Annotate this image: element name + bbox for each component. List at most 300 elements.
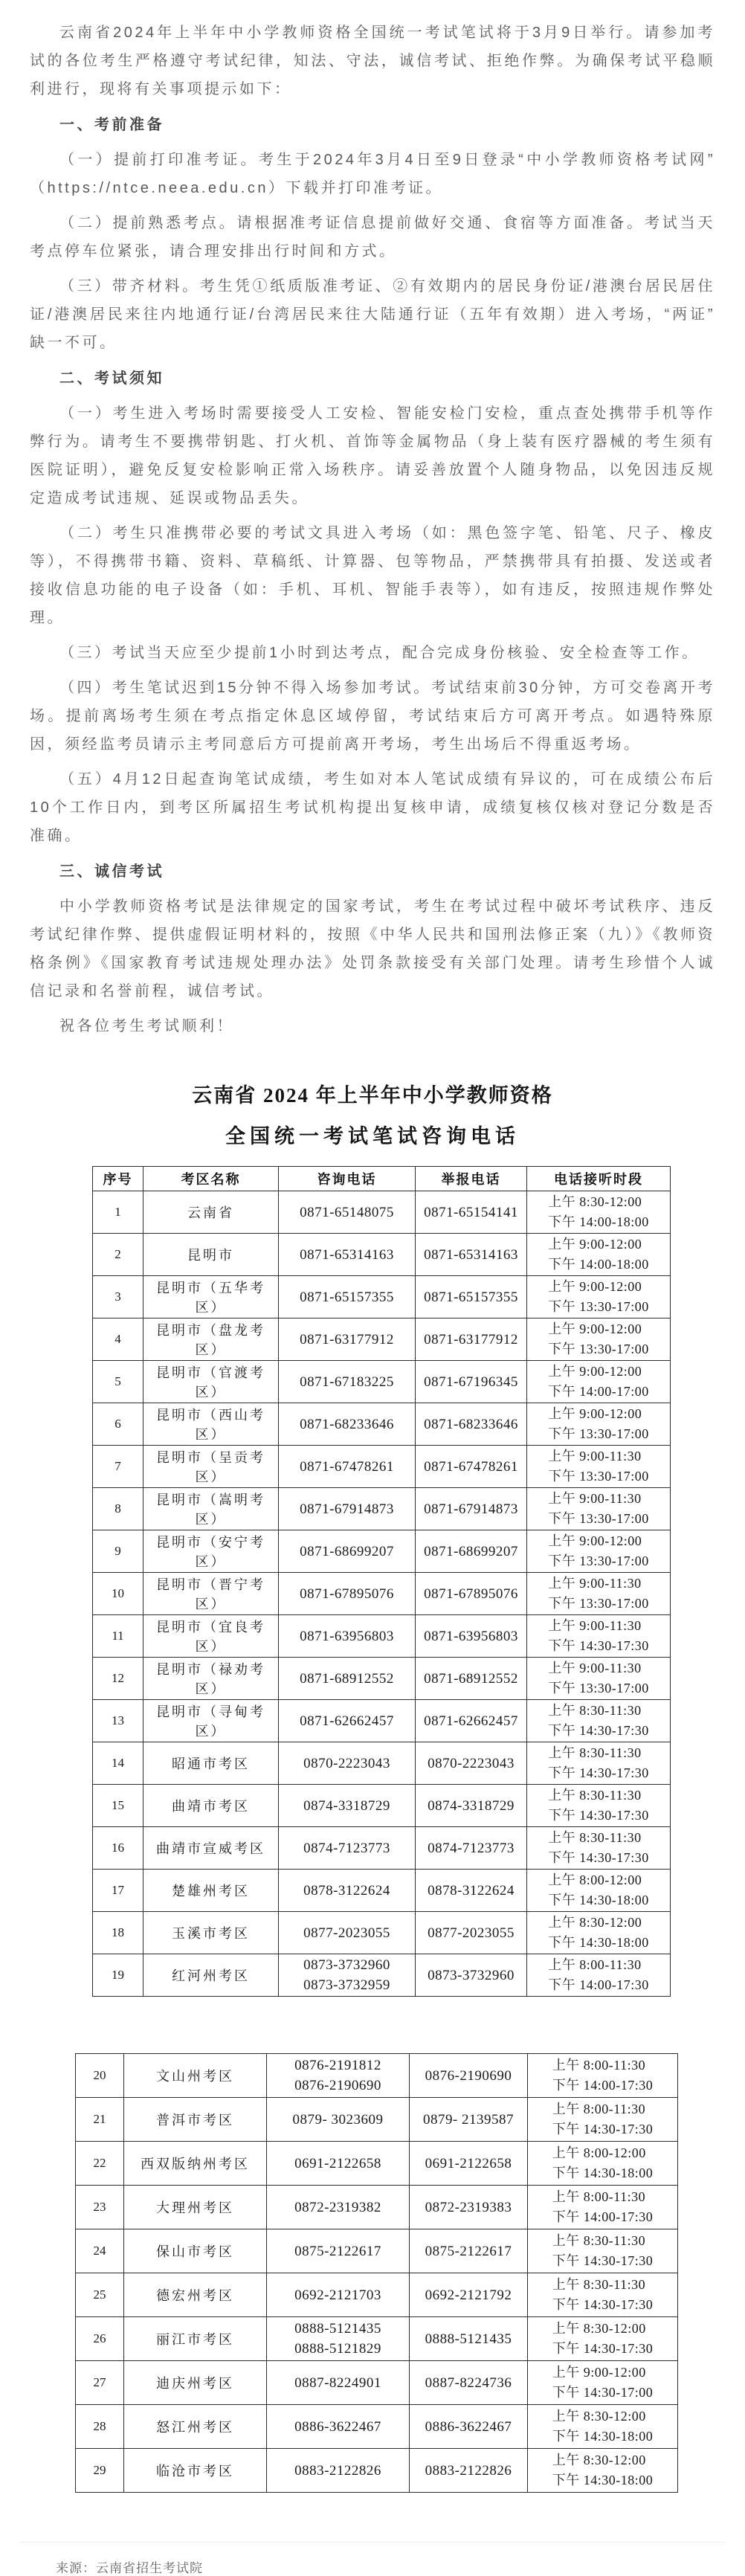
cell-index: 27 (76, 2361, 124, 2405)
table-row (76, 2229, 678, 2273)
phone-number: 0888-5121435 (425, 2331, 512, 2347)
paragraph-2-5: （五）4月12日起查询笔试成绩，考生如对本人笔试成绩有异议的，可在成绩公布后10个工作日内，到考区所属招生考试机构提出复核申请，成绩复核仅核对登记分数是否准确。 (30, 771, 715, 844)
cell-index: 23 (76, 2186, 124, 2229)
cell-answer-hours (527, 1530, 671, 1573)
hours-line: 上午 8:30-12:00 (548, 1194, 642, 1209)
cell-report-phone (410, 2449, 528, 2493)
hours-line: 上午 9:00-12:00 (548, 1279, 642, 1294)
hours-line: 下午 14:30-18:00 (552, 2429, 654, 2444)
phone-number: 0876-2190690 (294, 2078, 381, 2093)
section-heading-2: 二、考试须知 (59, 370, 164, 387)
phone-number: 0888-5121829 (294, 2341, 381, 2357)
cell-answer-hours (528, 2273, 678, 2317)
phone-number: 0870-2223043 (428, 1755, 515, 1771)
phone-number: 0873-3732959 (303, 1977, 390, 1993)
cell-report-phone (416, 1573, 527, 1615)
cell-report-phone (416, 1742, 527, 1785)
hours-lines (548, 1192, 649, 1232)
cell-consult-phone (267, 2273, 410, 2317)
hours-lines (548, 1658, 649, 1698)
phone-number: 0887-8224901 (294, 2374, 381, 2391)
table-row (93, 1742, 671, 1785)
phone-number: 0878-3122624 (428, 1882, 515, 1899)
cell-consult-phone (279, 1742, 416, 1785)
cell-index: 26 (76, 2317, 124, 2361)
hours-line: 上午 8:30-11:30 (552, 2233, 646, 2248)
phone-number: 0871-65314163 (300, 1246, 394, 1263)
table-row (93, 1276, 671, 1318)
cell-answer-hours (527, 1446, 671, 1488)
hours-line: 下午 14:30-18:00 (552, 2473, 654, 2488)
hours-lines (548, 1870, 649, 1910)
phone-number: 0870-2223043 (303, 1755, 390, 1771)
cell-consult-phone (267, 2186, 410, 2229)
cell-index: 24 (76, 2229, 124, 2273)
intro-paragraph: 云南省2024年上半年中小学教师资格全国统一考试笔试将于3月9日举行。请参加考试的各位考生严格遵守考试纪律，知法、守法，诚信考试、拒绝作弊。为确保考试平稳顺利进行，现将有关事项提示如下： (30, 25, 715, 97)
paragraph-2-1: （一）考生进入考场时需要接受人工安检、智能安检门安检，重点查处携带手机等作弊行为。请考生不要携带钥匙、打火机、首饰等金属物品（身上装有医疗器械的考生须有医院证明），避免反复安检影响正常入场秩序。请妥善放置个人随身物品，以免因违反规定造成考试违规、延误或物品丢失。 (30, 405, 715, 506)
hours-line: 下午 14:00-17:30 (552, 2078, 654, 2093)
table-row (76, 2361, 678, 2405)
hours-line: 上午 8:30-12:00 (552, 2453, 646, 2467)
cell-index: 11 (93, 1615, 143, 1658)
cell-answer-hours (527, 1785, 671, 1827)
hours-line: 下午 14:30-17:30 (548, 1638, 649, 1653)
cell-answer-hours (528, 2317, 678, 2361)
hours-lines (552, 2143, 654, 2183)
hours-lines (548, 1743, 649, 1783)
hours-lines (548, 1234, 649, 1275)
cell-index: 22 (76, 2142, 124, 2186)
cell-consult-phone (279, 1530, 416, 1573)
cell-report-phone (416, 1488, 527, 1530)
table-row (93, 1615, 671, 1658)
cell-answer-hours (528, 2054, 678, 2098)
paragraph-2-4: （四）考生笔试迟到15分钟不得入场参加考试。考试结束前30分钟，方可交卷离开考场。提前离场考生须在考点指定休息区域停留，考试结束后方可离开考点。如遇特殊原因，须经监考员请示主考同意后方可提前离开考场，考生出场后不得重返考场。 (30, 680, 715, 753)
cell-region-name: 保山市考区 (124, 2229, 267, 2273)
cell-region-name: 昆明市（盘龙考区） (143, 1318, 279, 1361)
hours-lines (552, 2231, 654, 2271)
cell-report-phone (416, 1700, 527, 1742)
hours-line: 上午 8:00-12:00 (552, 2145, 646, 2160)
phone-number: 0871-65148075 (300, 1204, 394, 1220)
cell-index: 2 (93, 1234, 143, 1276)
cell-consult-phone (279, 1361, 416, 1403)
cell-region-name: 西双版纳州考区 (124, 2142, 267, 2186)
cell-consult-phone (267, 2317, 410, 2361)
phone-number: 0883-2122826 (425, 2462, 512, 2479)
hours-lines (548, 1828, 649, 1868)
cell-region-name: 大理州考区 (124, 2186, 267, 2229)
cell-report-phone (416, 1530, 527, 1573)
cell-region-name: 普洱市考区 (124, 2098, 267, 2142)
cell-index: 6 (93, 1403, 143, 1446)
phone-number: 0876-2190690 (425, 2067, 512, 2084)
cell-region-name: 玉溪市考区 (143, 1912, 279, 1954)
cell-answer-hours (527, 1276, 671, 1318)
cell-consult-phone (279, 1615, 416, 1658)
hours-lines (552, 2275, 654, 2315)
cell-report-phone (410, 2054, 528, 2098)
cell-index: 15 (93, 1785, 143, 1827)
hours-line: 上午 9:00-12:00 (548, 1321, 642, 1336)
hours-line: 上午 8:30-11:30 (552, 2277, 646, 2292)
hours-line: 上午 9:00-12:00 (548, 1406, 642, 1421)
cell-answer-hours (527, 1615, 671, 1658)
phone-number: 0874-3318729 (303, 1797, 390, 1814)
cell-report-phone (410, 2142, 528, 2186)
table-row (76, 2098, 678, 2142)
table-row (76, 2186, 678, 2229)
hours-line: 上午 9:00-12:00 (552, 2365, 646, 2380)
cell-answer-hours (527, 1403, 671, 1446)
phone-number: 0876-2191812 (294, 2058, 381, 2073)
footer-divider (19, 2542, 726, 2543)
hours-lines (552, 2450, 654, 2490)
cell-region-name: 文山州考区 (124, 2054, 267, 2098)
cell-consult-phone (267, 2054, 410, 2098)
phone-table-part1 (92, 1166, 671, 1997)
hours-lines (552, 2055, 654, 2096)
cell-consult-phone (279, 1446, 416, 1488)
cell-index: 3 (93, 1276, 143, 1318)
cell-answer-hours (527, 1954, 671, 1997)
table-row (76, 2317, 678, 2361)
cell-region-name: 曲靖市考区 (143, 1785, 279, 1827)
hours-line: 下午 14:30-17:30 (548, 1765, 649, 1780)
paragraph-1-1: （一）提前打印准考证。考生于2024年3月4日至9日登录“中小学教师资格考试网”（https://ntce.neea.edu.cn）下载并打印准考证。 (30, 152, 715, 196)
header-region: 考区名称 (143, 1167, 279, 1191)
section-heading-1: 一、考前准备 (59, 117, 164, 133)
hours-line: 下午 14:30-17:30 (552, 2341, 654, 2356)
phone-number: 0871-67914873 (300, 1501, 394, 1517)
cell-consult-phone (279, 1191, 416, 1234)
phone-number: 0871-67895076 (424, 1585, 518, 1602)
phone-number: 0691-2122658 (425, 2155, 512, 2171)
table-title-line1: 云南省 2024 年上半年中小学教师资格 (192, 1084, 553, 1107)
hours-line: 下午 14:30-18:00 (548, 1893, 649, 1907)
cell-index: 25 (76, 2273, 124, 2317)
cell-report-phone (416, 1658, 527, 1700)
hours-line: 上午 8:30-12:00 (552, 2321, 646, 2336)
table-row (93, 1318, 671, 1361)
table-row (93, 1785, 671, 1827)
closing-paragraph: 祝各位考生考试顺利！ (59, 1018, 234, 1034)
table-title (30, 1081, 715, 1151)
phone-number: 0871-68912552 (424, 1670, 518, 1687)
paragraph-1-3: （三）带齐材料。考生凭①纸质版准考证、②有效期内的居民身份证/港澳台居民居住证/港澳居民来往内地通行证/台湾居民来往大陆通行证（五年有效期）进入考场，“两证”缺一不可。 (30, 278, 715, 351)
phone-number: 0879- 2139587 (422, 2111, 515, 2128)
hours-line: 下午 14:30-18:00 (552, 2166, 654, 2180)
hours-lines (548, 1531, 649, 1571)
phone-number: 0871-67183225 (300, 1374, 394, 1390)
hours-line: 下午 14:00-17:00 (548, 1384, 649, 1399)
cell-answer-hours (528, 2405, 678, 2449)
hours-line: 上午 9:00-12:00 (548, 1237, 642, 1252)
hours-line: 下午 14:00-18:00 (548, 1257, 649, 1272)
table-row (76, 2142, 678, 2186)
hours-line: 上午 8:30-11:30 (548, 1703, 642, 1718)
table-row (93, 1191, 671, 1234)
phone-number: 0871-68699207 (424, 1543, 518, 1559)
cell-report-phone (416, 1912, 527, 1954)
phone-number: 0877-2023055 (303, 1925, 390, 1941)
cell-region-name: 临沧市考区 (124, 2449, 267, 2493)
cell-report-phone (416, 1403, 527, 1446)
table-row (76, 2449, 678, 2493)
paragraph-3-1: 中小学教师资格考试是法律规定的国家考试，考生在考试过程中破坏考试秩序、违反考试纪律作弊、提供虚假证明材料的，按照《中华人民共和国刑法修正案（九）》《教师资格条例》《国家教育考试违规处理办法》处罚条款接受有关部门处理。请考生珍惜个人诚信记录和名誉前程，诚信考试。 (30, 898, 715, 999)
cell-consult-phone (279, 1403, 416, 1446)
phone-number: 0873-3732960 (428, 1967, 515, 1983)
phone-number: 0875-2122617 (294, 2243, 381, 2259)
phone-number: 0872-2319382 (294, 2199, 381, 2215)
cell-region-name: 昆明市（西山考区） (143, 1403, 279, 1446)
cell-index: 9 (93, 1530, 143, 1573)
cell-region-name: 怒江州考区 (124, 2405, 267, 2449)
cell-index: 21 (76, 2098, 124, 2142)
cell-answer-hours (528, 2449, 678, 2493)
cell-index: 18 (93, 1912, 143, 1954)
table-row (93, 1530, 671, 1573)
phone-number: 0875-2122617 (425, 2243, 512, 2259)
hours-lines (548, 1446, 649, 1487)
cell-index: 8 (93, 1488, 143, 1530)
cell-report-phone (410, 2405, 528, 2449)
hours-line: 下午 13:30-17:00 (548, 1469, 649, 1484)
cell-answer-hours (527, 1700, 671, 1742)
cell-consult-phone (279, 1276, 416, 1318)
hours-line: 下午 14:30-17:00 (552, 2385, 654, 2400)
cell-region-name: 红河州考区 (143, 1954, 279, 1997)
hours-line: 下午 14:30-17:30 (552, 2297, 654, 2312)
cell-index: 20 (76, 2054, 124, 2098)
table-row (76, 2273, 678, 2317)
cell-region-name: 昆明市（禄劝考区） (143, 1658, 279, 1700)
cell-answer-hours (527, 1742, 671, 1785)
table-row (93, 1403, 671, 1446)
hours-line: 下午 13:30-17:00 (548, 1342, 649, 1356)
hours-lines (548, 1786, 649, 1826)
phone-number: 0871-68699207 (300, 1543, 394, 1559)
cell-index: 29 (76, 2449, 124, 2493)
header-hours: 电话接听时段 (527, 1167, 671, 1191)
hours-line: 上午 8:30-12:00 (548, 1915, 642, 1930)
hours-lines (548, 1574, 649, 1614)
hours-lines (552, 2406, 654, 2447)
cell-report-phone (416, 1870, 527, 1912)
cell-region-name: 昆明市（嵩明考区） (143, 1488, 279, 1530)
phone-number: 0871-67478261 (300, 1458, 394, 1475)
phone-number: 0871-63177912 (300, 1331, 394, 1347)
cell-report-phone (416, 1318, 527, 1361)
hours-line: 上午 8:30-11:30 (548, 1745, 642, 1760)
hours-lines (548, 1404, 649, 1444)
cell-report-phone (416, 1446, 527, 1488)
cell-report-phone (410, 2229, 528, 2273)
cell-region-name: 德宏州考区 (124, 2273, 267, 2317)
cell-index: 7 (93, 1446, 143, 1488)
hours-lines (548, 1489, 649, 1529)
cell-region-name: 昆明市（宜良考区） (143, 1615, 279, 1658)
cell-consult-phone (279, 1658, 416, 1700)
hours-line: 上午 9:00-11:30 (548, 1618, 642, 1633)
cell-report-phone (416, 1615, 527, 1658)
paragraph-1-2: （二）提前熟悉考点。请根据准考证信息提前做好交通、食宿等方面准备。考试当天考点停车位紧张，请合理安排出行时间和方式。 (30, 215, 715, 260)
phone-number: 0888-5121435 (294, 2321, 381, 2337)
cell-report-phone (410, 2361, 528, 2405)
hours-line: 下午 13:30-17:00 (548, 1553, 649, 1568)
cell-consult-phone (279, 1318, 416, 1361)
cell-region-name: 昆明市（晋宁考区） (143, 1573, 279, 1615)
cell-region-name: 丽江市考区 (124, 2317, 267, 2361)
phone-number: 0871-67196345 (424, 1374, 518, 1390)
cell-consult-phone (267, 2098, 410, 2142)
hours-lines (548, 1616, 649, 1656)
cell-answer-hours (527, 1912, 671, 1954)
phone-number: 0871-65157355 (424, 1289, 518, 1305)
hours-lines (548, 1913, 649, 1953)
phone-number: 0874-7123773 (428, 1840, 515, 1856)
cell-consult-phone (279, 1912, 416, 1954)
phone-number: 0871-68233646 (424, 1416, 518, 1432)
hours-lines (548, 1277, 649, 1317)
phone-table-part2 (75, 2053, 678, 2493)
hours-lines (548, 1319, 649, 1359)
cell-region-name: 昆明市（寻甸考区） (143, 1700, 279, 1742)
hours-line: 下午 13:30-17:00 (548, 1681, 649, 1696)
hours-line: 下午 14:30-17:30 (548, 1808, 649, 1823)
cell-index: 13 (93, 1700, 143, 1742)
hours-lines (552, 2319, 654, 2359)
phone-number: 0871-65314163 (424, 1246, 518, 1263)
phone-number: 0871-63956803 (300, 1628, 394, 1644)
hours-line: 上午 9:00-12:00 (548, 1533, 642, 1548)
cell-index: 17 (93, 1870, 143, 1912)
phone-number: 0886-3622467 (425, 2418, 512, 2435)
cell-consult-phone (267, 2142, 410, 2186)
paragraph-2-2: （二）考生只准携带必要的考试文具进入考场（如：黑色签字笔、铅笔、尺子、橡皮等），不得携带书籍、资料、草稿纸、计算器、包等物品，严禁携带具有拍摄、发送或者接收信息功能的电子设备（如：手机、耳机、智能手表等），如有违反，按照违规作弊处理。 (30, 525, 715, 626)
cell-region-name: 昆明市（五华考区） (143, 1276, 279, 1318)
cell-answer-hours (527, 1488, 671, 1530)
hours-line: 上午 9:00-11:30 (548, 1576, 642, 1591)
cell-index: 1 (93, 1191, 143, 1234)
cell-report-phone (416, 1361, 527, 1403)
cell-index: 5 (93, 1361, 143, 1403)
phone-number: 0874-3318729 (428, 1797, 515, 1814)
cell-index: 16 (93, 1827, 143, 1870)
cell-region-name: 云南省 (143, 1191, 279, 1234)
cell-report-phone (416, 1191, 527, 1234)
table-row (93, 1488, 671, 1530)
table-row (76, 2405, 678, 2449)
phone-number: 0871-65154141 (424, 1204, 518, 1220)
cell-answer-hours (527, 1234, 671, 1276)
hours-line: 上午 9:00-11:30 (548, 1491, 642, 1506)
cell-consult-phone (279, 1488, 416, 1530)
phone-number: 0871-68912552 (300, 1670, 394, 1687)
cell-report-phone (416, 1276, 527, 1318)
table-row (93, 1827, 671, 1870)
cell-index: 12 (93, 1658, 143, 1700)
hours-line: 下午 13:30-17:00 (548, 1299, 649, 1314)
phone-number: 0871-62662457 (300, 1713, 394, 1729)
phone-number: 0871-65157355 (300, 1289, 394, 1305)
phone-number: 0871-67478261 (424, 1458, 518, 1475)
table-row (93, 1234, 671, 1276)
cell-report-phone (416, 1785, 527, 1827)
hours-line: 上午 8:30-12:00 (552, 2409, 646, 2424)
hours-line: 上午 8:00-11:30 (548, 1957, 642, 1972)
hours-line: 上午 8:30-11:30 (548, 1830, 642, 1845)
cell-answer-hours (528, 2186, 678, 2229)
hours-line: 下午 14:30-17:30 (552, 2122, 654, 2137)
hours-line: 下午 14:00-18:00 (548, 1214, 649, 1229)
table-title-line2: 全国统一考试笔试咨询电话 (225, 1125, 520, 1147)
cell-answer-hours (527, 1827, 671, 1870)
phone-number: 0691-2122658 (294, 2155, 381, 2171)
cell-report-phone (410, 2273, 528, 2317)
hours-lines (552, 2187, 654, 2227)
cell-answer-hours (527, 1658, 671, 1700)
hours-line: 上午 9:00-11:30 (548, 1661, 642, 1675)
cell-region-name: 昆明市 (143, 1234, 279, 1276)
cell-consult-phone (267, 2361, 410, 2405)
hours-lines (552, 2363, 654, 2403)
source-line: 来源：云南省招生考试院 (56, 2561, 203, 2575)
cell-index: 28 (76, 2405, 124, 2449)
header-index: 序号 (93, 1167, 143, 1191)
hours-line: 下午 14:30-17:30 (552, 2253, 654, 2268)
cell-answer-hours (528, 2229, 678, 2273)
hours-line: 上午 8:30-11:30 (548, 1788, 642, 1803)
table-row (93, 1573, 671, 1615)
phone-number: 0871-67914873 (424, 1501, 518, 1517)
phone-number: 0872-2319383 (425, 2199, 512, 2215)
hours-line: 下午 14:00-17:30 (552, 2209, 654, 2224)
phone-number: 0878-3122624 (303, 1882, 390, 1899)
hours-line: 上午 9:00-12:00 (548, 1364, 642, 1379)
cell-index: 19 (93, 1954, 143, 1997)
table-row (93, 1870, 671, 1912)
phone-number: 0871-63177912 (424, 1331, 518, 1347)
phone-number: 0879- 3023609 (292, 2111, 384, 2128)
cell-report-phone (416, 1827, 527, 1870)
cell-consult-phone (267, 2449, 410, 2493)
phone-number: 0877-2023055 (428, 1925, 515, 1941)
cell-region-name: 曲靖市宣威考区 (143, 1827, 279, 1870)
hours-line: 上午 8:00-11:30 (552, 2189, 646, 2204)
table-row (93, 1954, 671, 1997)
cell-report-phone (410, 2098, 528, 2142)
section-heading-3: 三、诚信考试 (59, 863, 164, 880)
cell-region-name: 楚雄州考区 (143, 1870, 279, 1912)
cell-report-phone (410, 2186, 528, 2229)
phone-number: 0871-63956803 (424, 1628, 518, 1644)
cell-consult-phone (267, 2229, 410, 2273)
hours-line: 上午 8:00-11:30 (552, 2102, 646, 2116)
phone-number: 0692-2121792 (425, 2287, 512, 2303)
hours-lines (548, 1362, 649, 1402)
hours-line: 下午 13:30-17:00 (548, 1426, 649, 1441)
table-header-row (93, 1167, 671, 1191)
cell-answer-hours (528, 2098, 678, 2142)
phone-number: 0886-3622467 (294, 2418, 381, 2435)
cell-region-name: 迪庆州考区 (124, 2361, 267, 2405)
cell-region-name: 昆明市（呈贡考区） (143, 1446, 279, 1488)
hours-line: 上午 8:00-11:30 (552, 2058, 646, 2073)
table-row (93, 1700, 671, 1742)
cell-answer-hours (527, 1318, 671, 1361)
cell-region-name: 昆明市（安宁考区） (143, 1530, 279, 1573)
